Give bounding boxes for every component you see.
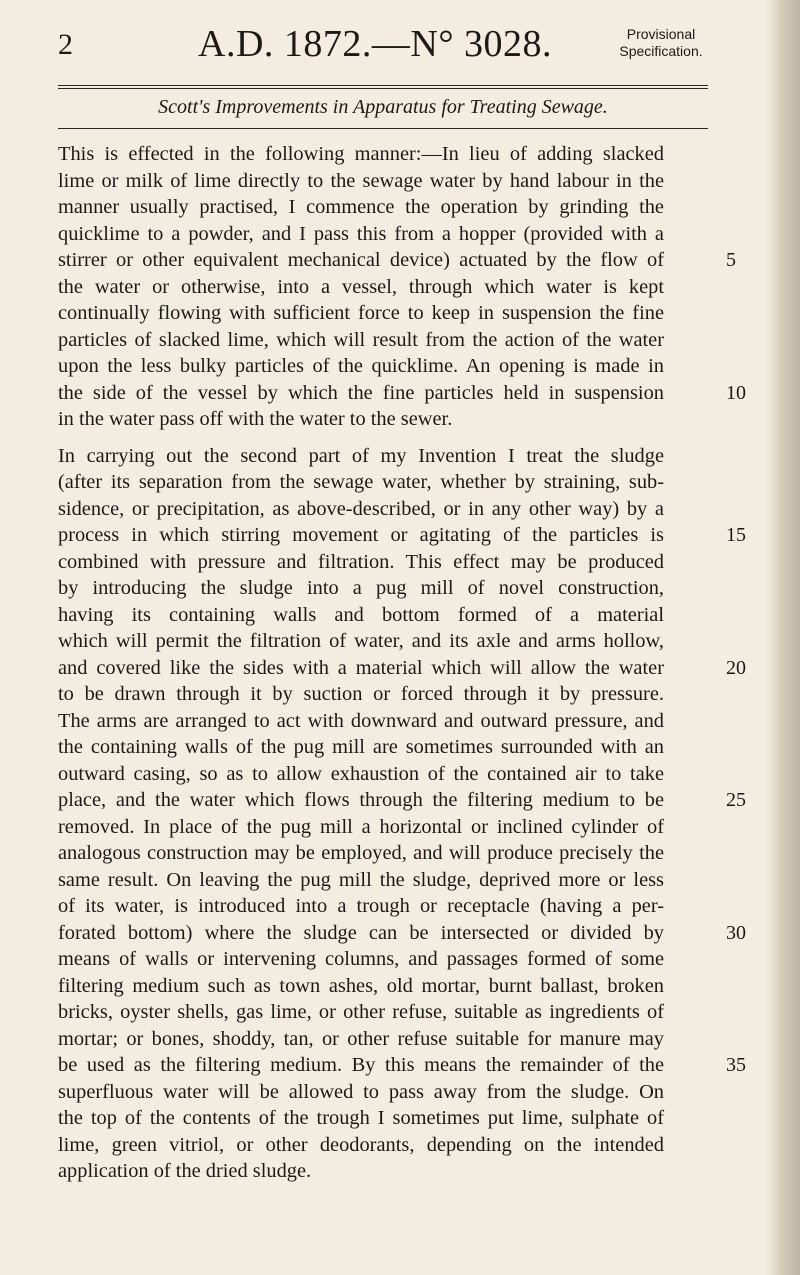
line-text: application of the dried sludge. <box>58 1160 312 1182</box>
text-line <box>58 946 710 973</box>
text-line <box>58 920 746 947</box>
line-text: filtering medium such as town ashes, old mortar, burnt ballast, broken <box>58 974 664 997</box>
page-number: 2 <box>58 28 73 61</box>
page-header <box>58 14 708 84</box>
line-number: 10 <box>726 381 746 404</box>
line-text: place, and the water which flows through the filtering medium to be <box>58 789 664 811</box>
text-line <box>58 141 710 168</box>
text-line <box>58 655 746 682</box>
text-line <box>58 628 710 655</box>
text-line <box>58 814 710 841</box>
line-number: 5 <box>726 249 736 271</box>
specification-type <box>606 26 716 60</box>
line-text: The arms are arranged to act with downward and outward pressure, and <box>58 709 664 732</box>
text-line <box>58 1052 746 1079</box>
line-text: (after its separation from the sewage water, whether by straining, sub- <box>58 471 664 493</box>
line-text: In carrying out the second part of my Invention I treat the sludge <box>58 444 664 467</box>
line-text: mortar; or bones, shoddy, tan, or other refuse suitable for manure may <box>58 1027 664 1050</box>
text-line <box>58 469 710 496</box>
text-line <box>58 522 746 549</box>
document-id: A.D. 1872.—N° 3028. <box>198 23 553 65</box>
text-line <box>58 761 710 788</box>
text-line <box>58 973 710 1000</box>
text-line <box>58 708 710 735</box>
line-text: the side of the vessel by which the fine particles held in suspension <box>58 381 664 404</box>
text-line <box>58 221 710 248</box>
line-text: continually flowing with sufficient force to keep in suspension the fine <box>58 302 664 324</box>
line-number: 25 <box>726 789 746 811</box>
text-line <box>58 867 710 894</box>
body-text <box>58 141 746 1185</box>
line-text: removed. In place of the pug mill a horizontal or inclined cylinder of <box>58 815 664 838</box>
line-text: the containing walls of the pug mill are sometimes surrounded with an <box>58 736 664 758</box>
text-line <box>58 1026 710 1053</box>
line-text: particles of slacked lime, which will result from the action of the water <box>58 328 664 351</box>
header-rule-double <box>58 88 708 89</box>
line-number: 20 <box>726 656 746 679</box>
line-text: forated bottom) where the sludge can be intersected or divided by <box>58 921 664 944</box>
text-line <box>58 602 710 629</box>
line-text: means of walls or intervening columns, and passages formed of some <box>58 948 664 970</box>
text-line <box>58 247 736 274</box>
header-rule <box>58 85 708 86</box>
line-text: and covered like the sides with a material which will allow the water <box>58 656 664 679</box>
line-text: the water or otherwise, into a vessel, through which water is kept <box>58 275 664 298</box>
text-line <box>58 893 710 920</box>
line-text: the top of the contents of the trough I sometimes put lime, sulphate of <box>58 1107 664 1129</box>
text-line <box>58 300 710 327</box>
paragraph-gap <box>58 433 710 443</box>
line-text: lime or milk of lime directly to the sewage water by hand labour in the <box>58 169 664 192</box>
specification-type-line-1: Provisional <box>626 26 696 42</box>
line-text: analogous construction may be employed, and will produce precisely the <box>58 842 664 864</box>
line-text: be used as the filtering medium. By this means the remainder of the <box>58 1054 664 1076</box>
specification-type-line-2: Specification. <box>619 43 703 59</box>
line-text: superfluous water will be allowed to pass away from the sludge. On <box>58 1080 664 1103</box>
title-rule <box>58 128 708 129</box>
line-text: process in which stirring movement or agitating of the particles is <box>58 524 664 546</box>
text-line <box>58 406 710 433</box>
text-line <box>58 1158 710 1185</box>
text-line <box>58 549 710 576</box>
line-text: This is effected in the following manner:—In lieu of adding slacked <box>58 143 664 165</box>
text-line <box>58 999 710 1026</box>
text-line <box>58 840 710 867</box>
text-line <box>58 353 710 380</box>
text-line <box>58 496 710 523</box>
text-line <box>58 681 710 708</box>
text-line <box>58 1132 710 1159</box>
line-text: outward casing, so as to allow exhaustion of the contained air to take <box>58 762 664 785</box>
line-text: sidence, or precipitation, as above-described, or in any other way) by a <box>58 497 664 520</box>
text-line <box>58 380 746 407</box>
line-text: of its water, is introduced into a trough or receptacle (having a per- <box>58 895 664 917</box>
line-text: in the water pass off with the water to the sewer. <box>58 408 453 430</box>
line-text: lime, green vitriol, or other deodorants, depending on the intended <box>58 1133 664 1156</box>
line-text: bricks, oyster shells, gas lime, or other refuse, suitable as ingredients of <box>58 1001 664 1023</box>
running-title: Scott's Improvements in Apparatus for Treating Sewage. <box>158 96 608 118</box>
line-number: 30 <box>726 921 746 944</box>
line-text: same result. On leaving the pug mill the sludge, deprived more or less <box>58 868 664 891</box>
line-text: stirrer or other equivalent mechanical device) actuated by the flow of <box>58 249 664 271</box>
text-line <box>58 575 710 602</box>
line-number: 35 <box>726 1054 746 1076</box>
text-line <box>58 443 710 470</box>
text-line <box>58 274 710 301</box>
text-line <box>58 194 710 221</box>
line-text: by introducing the sludge into a pug mill of novel construction, <box>58 577 664 599</box>
line-text: to be drawn through it by suction or forced through it by pressure. <box>58 683 664 705</box>
line-text: upon the less bulky particles of the quicklime. An opening is made in <box>58 355 664 377</box>
text-line <box>58 1105 710 1132</box>
line-text: manner usually practised, I commence the operation by grinding the <box>58 196 664 218</box>
paragraph <box>58 443 746 1185</box>
text-line <box>58 734 710 761</box>
text-line <box>58 327 710 354</box>
page-edge-shadow <box>766 0 800 1275</box>
text-line <box>58 168 710 195</box>
paragraph <box>58 141 746 433</box>
line-number: 15 <box>726 524 746 546</box>
line-text: which will permit the filtration of water, and its axle and arms hollow, <box>58 630 664 652</box>
line-text: quicklime to a powder, and I pass this from a hopper (provided with a <box>58 222 664 245</box>
text-line <box>58 787 746 814</box>
text-line <box>58 1079 710 1106</box>
line-text: having its containing walls and bottom formed of a material <box>58 603 664 626</box>
line-text: combined with pressure and filtration. This effect may be produced <box>58 550 664 573</box>
